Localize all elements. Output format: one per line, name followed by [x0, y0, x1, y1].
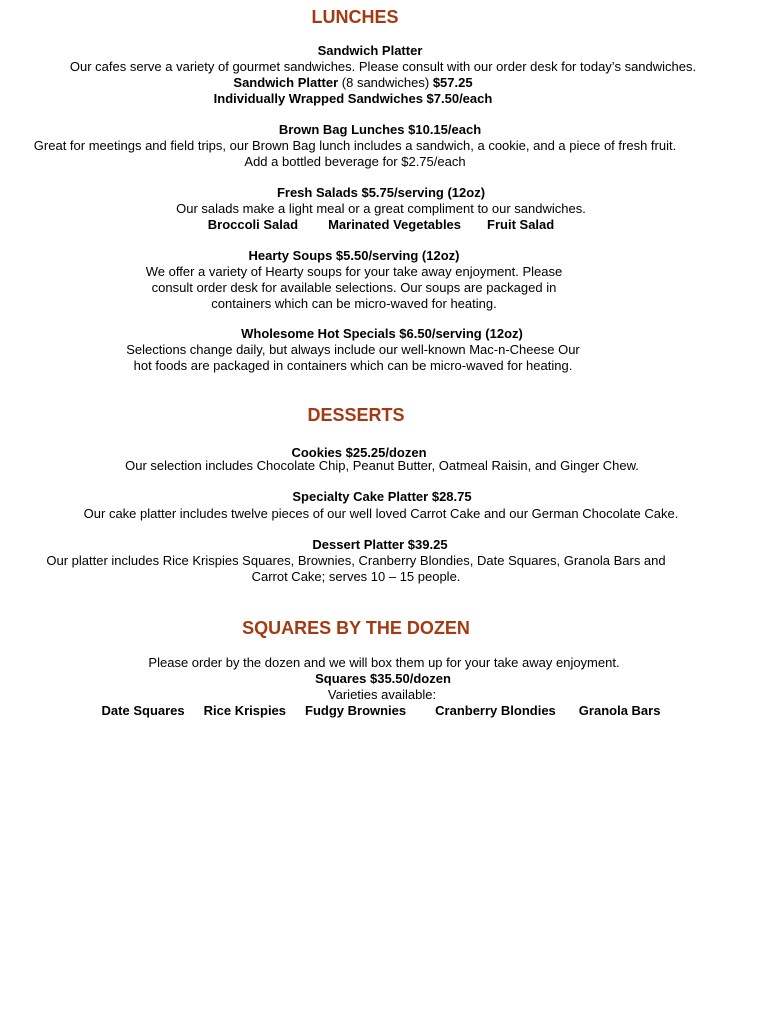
- variety-item: Date Squares: [101, 703, 185, 718]
- hot-specials-title: Wholesome Hot Specials $6.50/serving (12oz): [241, 326, 523, 341]
- brown-bag-line2: Add a bottled beverage for $2.75/each: [244, 154, 466, 169]
- sandwich-platter-title: Sandwich Platter: [317, 43, 423, 58]
- squares-desc: Please order by the dozen and we will box them up for your take away enjoyment.: [148, 655, 620, 670]
- cake-title: Specialty Cake Platter $28.75: [292, 489, 472, 504]
- squares-price: Squares $35.50/dozen: [315, 671, 451, 686]
- soups-line1: We offer a variety of Hearty soups for your take away enjoyment. Please: [145, 264, 563, 279]
- salads-items: [0, 217, 766, 233]
- soups-line2: consult order desk for available selections. Our soups are packaged in: [151, 280, 557, 295]
- sandwich-platter-qty: (8 sandwiches): [338, 75, 433, 90]
- variety-item: Granola Bars: [578, 703, 661, 718]
- variety-item: Cranberry Blondies: [435, 703, 556, 718]
- salad-item: Broccoli Salad: [207, 217, 299, 232]
- dessert-platter-title: Dessert Platter $39.25: [312, 537, 448, 552]
- wrapped-sandwiches: Individually Wrapped Sandwiches $7.50/each: [213, 91, 493, 106]
- sandwich-platter-price: $57.25: [432, 75, 473, 90]
- soups-title: Hearty Soups $5.50/serving (12oz): [248, 248, 460, 263]
- soups-line3: containers which can be micro-waved for heating.: [211, 296, 497, 311]
- brown-bag-title: Brown Bag Lunches $10.15/each: [278, 122, 482, 137]
- salad-item: Fruit Salad: [487, 217, 555, 232]
- sandwich-platter-line: [0, 75, 738, 91]
- hot-specials-line2: hot foods are packaged in containers which can be micro-waved for heating.: [133, 358, 573, 373]
- squares-heading: SQUARES BY THE DOZEN: [242, 618, 470, 638]
- sandwich-platter-name: Sandwich Platter: [233, 75, 339, 90]
- dessert-platter-line1: Our platter includes Rice Krispies Squares, Brownies, Cranberry Blondies, Date Squares, Granola Bars and: [46, 553, 666, 568]
- salads-desc: Our salads make a light meal or a great compliment to our sandwiches.: [176, 201, 586, 216]
- hot-specials-line1: Selections change daily, but always include our well-known Mac-n-Cheese Our: [126, 342, 580, 357]
- lunches-heading: LUNCHES: [311, 7, 399, 27]
- brown-bag-line1: Great for meetings and field trips, our Brown Bag lunch includes a sandwich, a cookie, and a piece of fresh fruit.: [33, 138, 677, 153]
- salad-item: Marinated Vegetables: [328, 217, 462, 232]
- sandwich-platter-desc: Our cafes serve a variety of gourmet sandwiches. Please consult with our order desk for today’s sandwiches.: [69, 59, 697, 74]
- cookies-desc: Our selection includes Chocolate Chip, Peanut Butter, Oatmeal Raisin, and Ginger Chew.: [125, 458, 639, 473]
- squares-varieties: [0, 703, 766, 719]
- variety-item: Rice Krispies: [203, 703, 287, 718]
- cookies-title: Cookies $25.25/dozen: [291, 445, 427, 460]
- variety-item: Fudgy Brownies: [305, 703, 407, 718]
- desserts-heading: DESSERTS: [307, 405, 405, 425]
- cake-desc: Our cake platter includes twelve pieces of our well loved Carrot Cake and our German Chocolate Cake.: [83, 506, 679, 521]
- varieties-label: Varieties available:: [327, 687, 437, 702]
- dessert-platter-line2: Carrot Cake; serves 10 – 15 people.: [251, 569, 461, 584]
- salads-title: Fresh Salads $5.75/serving (12oz): [276, 185, 486, 200]
